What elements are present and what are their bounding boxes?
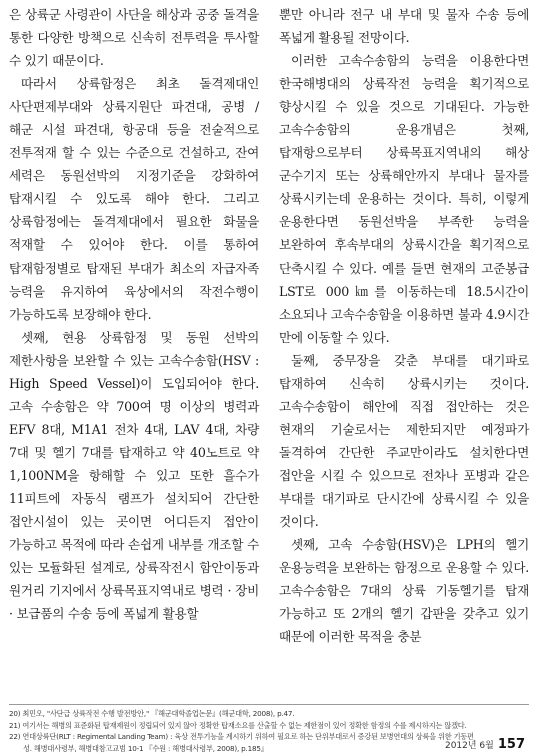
footnote-22: 22) 연대상륙단(RLT : Regimental Landing Team) : 육상 전투기능을 계시하기 위하여 필요로 하는 단위부대로서 증강된 보병연대의 상륙을 위한 기동편 (9, 732, 474, 742)
footnote-22-continued: 성. 해병대사령부, 해병대참고교범 10-1 『수원 : 해병대사령부, 2008), p.185』 (23, 743, 268, 753)
body-paragraph: 둘째, 중무장을 갖춘 부대를 대기파로 탑재하여 신속히 상륙시키는 것이다. 고속수송함이 해안에 직접 접안하는 것은 현재의 기술로서는 제한되지만 예정파가 돌격하여 간단한 주교만이라도 설치한다면 접안을 시킬 수 있으므로 전차나 포병과 같은 부대를 대기파로 단시간에 상륙시킬 수 있을 것이다. (279, 352, 529, 530)
issue-date: 2012년 6월 (444, 741, 494, 751)
footnote-20: 20) 최민오, "사단급 상륙작전 수행 발전방안," 『해군대학졸업논문』(해군대학, 2008), p.47. (9, 709, 295, 718)
right-column (279, 3, 529, 648)
body-paragraph: 셋째, 고속 수송함(HSV)은 LPH의 헬기 운용능력을 보완하는 함정으로 운용할 수 있다. 고속수송함은 7대의 상륙 기동헬기를 탑재 가능하고 또 2개의 헬기 갑판을 갖추고 있기 때문에 이러한 목적을 충분 (279, 537, 529, 645)
body-paragraph: 이러한 고속수송함의 능력을 이용한다면 한국해병대의 상륙작전 능력을 획기적으로 향상시킬 수 있을 것으로 기대된다. 가능한 고속수송함의 운용개념은 첫째, 탑재항으로부터 상륙목표지역내의 해상 군수기지 또는 상륙해안까지 부대나 물자를 상륙시키는데 운용하는 것이다. 특히, 이렇게 운용한다면 동원선박을 부족한 능력을 보완하여 후속부대의 상륙시간을 획기적으로 단축시킬 수 있다. 예를 들면 현재의 고준봉급 LST로 000㎞를 이동하는데 18.5시간이 소요되나 고속수송함을 이용하면 불과 4.9시간 만에 이동할 수 있다. (279, 53, 529, 345)
body-paragraph: 셋째, 현용 상륙함정 및 동원 선박의 제한사항을 보완할 수 있는 고속수송함(HSV : High Speed Vessel)이 도입되어야 한다. 고속 수송함은 약 700여 명 이상의 병력과 EFV 8대, M1A1 전차 4대, LAV 4대, 차량 7대 및 헬기 7대를 탑재하고 약 40노트로 약 1,100NM을 항해할 수 있고 또한 흘수가 11피트에 자동식 램프가 설치되어 간단한 접안시설이 있는 곳이면 어디든지 접안이 가능하고 목적에 따라 손쉽게 내부를 개조할 수 있는 모듈화된 설계로, 상륙작전시 함안이동과 원거리 기지에서 상륙목표지역내로 병력 · 장비 · 보급품의 수송 등에 폭넓게 활용할 (9, 329, 259, 622)
footnote-divider (9, 704, 529, 705)
page-number: 157 (497, 737, 525, 752)
left-column (9, 3, 259, 625)
footnote-21: 21) 여기서는 해병의 표준화된 탑재제원이 정립되어 있지 않아 정확한 탑재소요를 산출할 수 없는 제한점이 있어 정확한 함정의 수를 제시하지는 않겠다. (9, 720, 467, 730)
body-paragraph: 은 상륙군 사령관이 사단을 해상과 공중 돌격을 통한 다양한 방책으로 신속히 전투력을 투사할 수 있기 때문이다. (9, 7, 259, 69)
page-footer (445, 737, 525, 752)
body-paragraph: 뿐만 아니라 전구 내 부대 및 물자 수송 등에 폭넓게 활용될 전망이다. (279, 7, 529, 46)
body-paragraph: 따라서 상륙함정은 최초 돌격제대인 사단편제부대와 상륙지원단 파견대, 공병 / 해군 시설 파견대, 항공대 등을 전술적으로 전투적재 할 수 있는 수준으로 건설하고, 잔여 세력은 동원선박의 지정기준을 강화하여 탑재시킬 수 있도록 해야 한다. 그리고 상륙함정에는 돌격제대에서 필요한 화물을 적재할 수 있어야 한다. 이를 통하여 탑재함정별로 탑재된 부대가 최소의 자급자족 능력을 유지하여 육상에서의 작전수행이 가능하도록 보장해야 한다. (9, 76, 259, 322)
